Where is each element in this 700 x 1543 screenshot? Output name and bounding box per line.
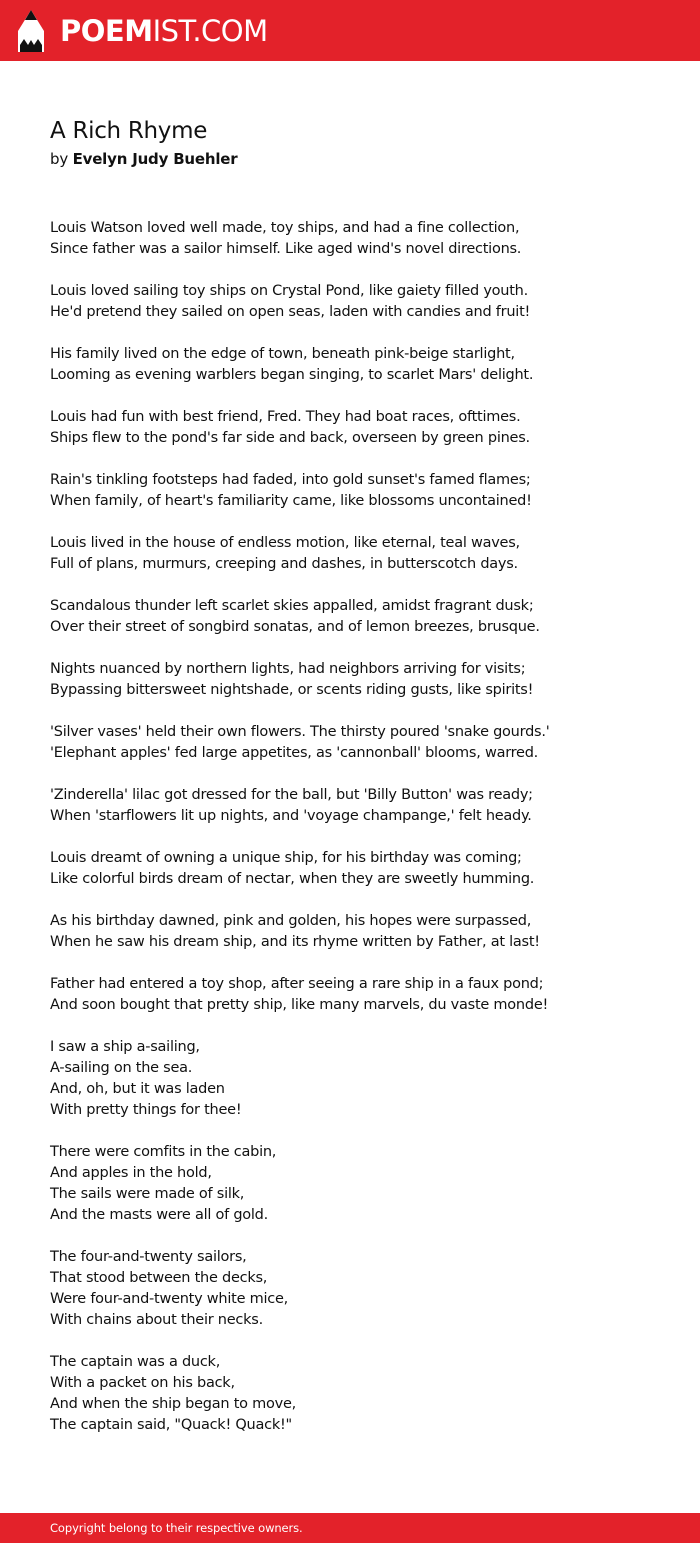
poem-stanza xyxy=(50,470,670,512)
poem-line: 'Silver vases' held their own flowers. The thirsty poured 'snake gourds.' xyxy=(50,724,550,740)
poem-line: With a packet on his back, xyxy=(50,1375,235,1391)
poem-line: And the masts were all of gold. xyxy=(50,1207,268,1223)
poem-stanza xyxy=(50,911,670,953)
poem-line: That stood between the decks, xyxy=(50,1270,268,1286)
poem-stanza xyxy=(50,848,670,890)
copyright-text: Copyright belong to their respective owners. xyxy=(50,1521,303,1535)
poem-line: Nights nuanced by northern lights, had neighbors arriving for visits; xyxy=(50,661,526,677)
poem-line: 'Zinderella' lilac got dressed for the ball, but 'Billy Button' was ready; xyxy=(50,787,533,803)
poem-line: Louis Watson loved well made, toy ships, and had a fine collection, xyxy=(50,220,520,236)
poem-line: Like colorful birds dream of nectar, when they are sweetly humming. xyxy=(50,871,535,887)
logo-rest-text: IST.COM xyxy=(152,13,268,48)
poem-line: And, oh, but it was laden xyxy=(50,1081,225,1097)
poem-stanza xyxy=(50,344,670,386)
poem-line: Louis lived in the house of endless motion, like eternal, teal waves, xyxy=(50,535,520,551)
site-logo-text xyxy=(60,13,268,48)
poem-line: With pretty things for thee! xyxy=(50,1102,242,1118)
poem-stanza xyxy=(50,722,670,764)
poem-stanza xyxy=(50,659,670,701)
poem-line: Louis dreamt of owning a unique ship, for his birthday was coming; xyxy=(50,850,522,866)
poem-line: Rain's tinkling footsteps had faded, into gold sunset's famed flames; xyxy=(50,472,531,488)
poem-line: Louis had fun with best friend, Fred. They had boat races, ofttimes. xyxy=(50,409,521,425)
poem-line: Bypassing bittersweet nightshade, or scents riding gusts, like spirits! xyxy=(50,682,534,698)
poem-line: And when the ship began to move, xyxy=(50,1396,296,1412)
poem-line: As his birthday dawned, pink and golden, his hopes were surpassed, xyxy=(50,913,532,929)
poem-byline xyxy=(50,148,237,170)
poem-line: Were four-and-twenty white mice, xyxy=(50,1291,289,1307)
poem-line: A-sailing on the sea. xyxy=(50,1060,193,1076)
poem-stanza xyxy=(50,1037,670,1121)
site-header xyxy=(0,0,700,61)
site-footer xyxy=(0,1513,700,1543)
poem-stanza xyxy=(50,281,670,323)
poem-line: And apples in the hold, xyxy=(50,1165,212,1181)
poem-body xyxy=(50,218,670,1457)
poem-title: A Rich Rhyme xyxy=(50,118,208,144)
poem-line: Scandalous thunder left scarlet skies appalled, amidst fragrant dusk; xyxy=(50,598,534,614)
poem-line: Father had entered a toy shop, after seeing a rare ship in a faux pond; xyxy=(50,976,544,992)
poem-line: Full of plans, murmurs, creeping and dashes, in butterscotch days. xyxy=(50,556,518,572)
poem-line: Ships flew to the pond's far side and back, overseen by green pines. xyxy=(50,430,530,446)
poem-line: I saw a ship a-sailing, xyxy=(50,1039,200,1055)
poem-stanza xyxy=(50,218,670,260)
poem-stanza xyxy=(50,1142,670,1226)
poem-line: He'd pretend they sailed on open seas, laden with candies and fruit! xyxy=(50,304,531,320)
poem-line: The sails were made of silk, xyxy=(50,1186,245,1202)
by-label: by xyxy=(50,150,68,168)
pencil-icon xyxy=(16,9,46,53)
poem-line: When family, of heart's familiarity came, like blossoms uncontained! xyxy=(50,493,532,509)
poem-line: Looming as evening warblers began singing, to scarlet Mars' delight. xyxy=(50,367,534,383)
poem-line: The captain was a duck, xyxy=(50,1354,221,1370)
poem-stanza xyxy=(50,407,670,449)
poem-line: When 'starflowers lit up nights, and 'voyage champange,' felt heady. xyxy=(50,808,532,824)
poem-line: Louis loved sailing toy ships on Crystal Pond, like gaiety filled youth. xyxy=(50,283,528,299)
poem-stanza xyxy=(50,596,670,638)
poem-line: Since father was a sailor himself. Like aged wind's novel directions. xyxy=(50,241,522,257)
poem-line: There were comfits in the cabin, xyxy=(50,1144,277,1160)
poem-author[interactable]: Evelyn Judy Buehler xyxy=(72,150,238,168)
poem-line: With chains about their necks. xyxy=(50,1312,263,1328)
poem-line: His family lived on the edge of town, beneath pink-beige starlight, xyxy=(50,346,515,362)
logo-bold-text: POEM xyxy=(60,13,153,48)
poem-stanza xyxy=(50,1352,670,1436)
poem-line: And soon bought that pretty ship, like many marvels, du vaste monde! xyxy=(50,997,549,1013)
poem-stanza xyxy=(50,785,670,827)
poem-line: Over their street of songbird sonatas, and of lemon breezes, brusque. xyxy=(50,619,540,635)
poem-stanza xyxy=(50,533,670,575)
poem-line: The captain said, "Quack! Quack!" xyxy=(50,1417,292,1433)
poem-line: The four-and-twenty sailors, xyxy=(50,1249,247,1265)
site-logo-link[interactable] xyxy=(16,9,268,53)
poem-line: 'Elephant apples' fed large appetites, as 'cannonball' blooms, warred. xyxy=(50,745,539,761)
poem-stanza xyxy=(50,974,670,1016)
poem-line: When he saw his dream ship, and its rhyme written by Father, at last! xyxy=(50,934,540,950)
poem-stanza xyxy=(50,1247,670,1331)
